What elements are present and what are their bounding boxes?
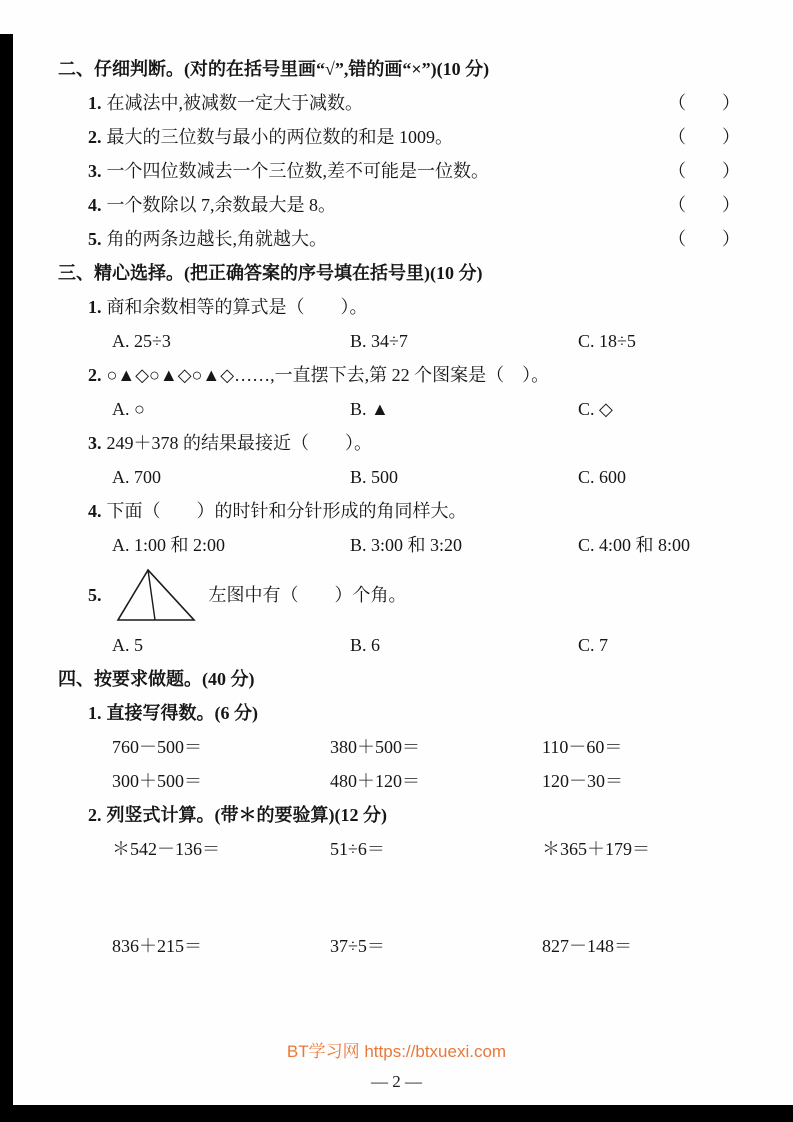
calc-expression: 760－500＝	[112, 737, 202, 757]
item-number: 1.	[88, 297, 102, 317]
choice-options	[58, 392, 764, 426]
item-number: 4.	[88, 501, 102, 521]
choice-question	[58, 426, 764, 460]
question-text: 249＋378 的结果最接近（ ）。	[106, 433, 372, 453]
site-footer-link: BT学习网 https://btxuexi.com	[286, 1042, 507, 1061]
answer-bracket: （ ）	[668, 195, 740, 215]
choice-question	[58, 358, 764, 392]
calc-expression: 51÷6＝	[330, 839, 385, 859]
choice-options	[58, 324, 764, 358]
calc-expression: 480＋120＝	[330, 771, 420, 791]
option-c: C. 7	[578, 635, 609, 655]
answer-bracket: （ ）	[668, 127, 740, 147]
item-number: 4.	[88, 195, 102, 215]
question-text: 左图中有（ ）个角。	[208, 585, 407, 605]
triangle-figure	[115, 566, 197, 624]
choice-question	[58, 290, 764, 324]
item-number: 2.	[88, 365, 102, 385]
page-number: — 2 —	[371, 1072, 422, 1091]
option-b: B. ▲	[350, 399, 389, 419]
option-a: A. 5	[112, 635, 143, 655]
judge-statement: 一个数除以 7,余数最大是 8。	[106, 195, 336, 215]
item-number: 1.	[88, 703, 102, 723]
item-number: 1.	[88, 93, 102, 113]
option-a: A. 25÷3	[112, 331, 171, 351]
answer-bracket: （ ）	[668, 93, 740, 113]
item-number: 3.	[88, 161, 102, 181]
option-c: C. ◇	[578, 399, 613, 419]
calc-row	[58, 832, 764, 866]
scan-edge-bottom	[0, 1105, 793, 1122]
choice-options	[58, 460, 764, 494]
choice-question	[58, 494, 764, 528]
judge-statement: 角的两条边越长,角就越大。	[106, 229, 327, 249]
choice-question	[58, 562, 764, 628]
item-number: 2.	[88, 127, 102, 147]
subsection-title-text: 直接写得数。(6 分)	[106, 703, 258, 723]
calc-row	[58, 929, 764, 963]
option-a: A. 1:00 和 2:00	[112, 535, 226, 555]
judge-item	[58, 120, 764, 154]
judge-item	[58, 154, 764, 188]
option-b: B. 500	[350, 467, 399, 487]
question-text: 下面（ ）的时针和分针形成的角同样大。	[106, 501, 467, 521]
option-c: C. 4:00 和 8:00	[578, 535, 691, 555]
answer-bracket: （ ）	[668, 229, 740, 249]
judge-statement: 最大的三位数与最小的两位数的和是 1009。	[106, 127, 453, 147]
subsection-column-calc-title	[58, 798, 764, 832]
calc-expression: ＊542－136＝	[112, 839, 220, 859]
answer-bracket: （ ）	[668, 161, 740, 181]
calc-row	[58, 764, 764, 798]
judge-item	[58, 188, 764, 222]
choice-options	[58, 528, 764, 562]
option-c: C. 600	[578, 467, 627, 487]
calc-expression: 110－60＝	[542, 737, 623, 757]
option-c: C. 18÷5	[578, 331, 636, 351]
section-judge-title: 二、仔细判断。(对的在括号里画“√”,错的画“×”)(10 分)	[58, 59, 490, 79]
calc-expression: 300＋500＝	[112, 771, 202, 791]
subsection-title-text: 列竖式计算。(带＊的要验算)(12 分)	[106, 805, 387, 825]
calc-expression: 827－148＝	[542, 936, 632, 956]
question-text: 商和余数相等的算式是（ ）。	[106, 297, 368, 317]
item-number: 5.	[88, 585, 102, 605]
choice-options	[58, 628, 764, 662]
item-number: 2.	[88, 805, 102, 825]
option-a: A. 700	[112, 467, 161, 487]
calc-expression: 120－30＝	[542, 771, 623, 791]
calc-expression: 836＋215＝	[112, 936, 202, 956]
scan-edge-left	[0, 34, 13, 1122]
section-choice-title: 三、精心选择。(把正确答案的序号填在括号里)(10 分)	[58, 263, 483, 283]
calc-expression: 380＋500＝	[330, 737, 420, 757]
judge-statement: 一个四位数减去一个三位数,差不可能是一位数。	[106, 161, 489, 181]
question-text: ○▲◇○▲◇○▲◇……,一直摆下去,第 22 个图案是（ ）。	[106, 365, 550, 385]
calc-expression: 37÷5＝	[330, 936, 385, 956]
option-b: B. 34÷7	[350, 331, 408, 351]
subsection-oral-calc-title	[58, 696, 764, 730]
calc-row	[58, 730, 764, 764]
option-a: A. ○	[112, 399, 145, 419]
option-b: B. 3:00 和 3:20	[350, 535, 463, 555]
item-number: 3.	[88, 433, 102, 453]
judge-item	[58, 86, 764, 120]
worksheet-content	[58, 52, 764, 963]
item-number: 5.	[88, 229, 102, 249]
calc-expression: ＊365＋179＝	[542, 839, 650, 859]
section-tasks-title: 四、按要求做题。(40 分)	[58, 669, 255, 689]
option-b: B. 6	[350, 635, 381, 655]
judge-item	[58, 222, 764, 256]
judge-statement: 在减法中,被减数一定大于减数。	[106, 93, 363, 113]
